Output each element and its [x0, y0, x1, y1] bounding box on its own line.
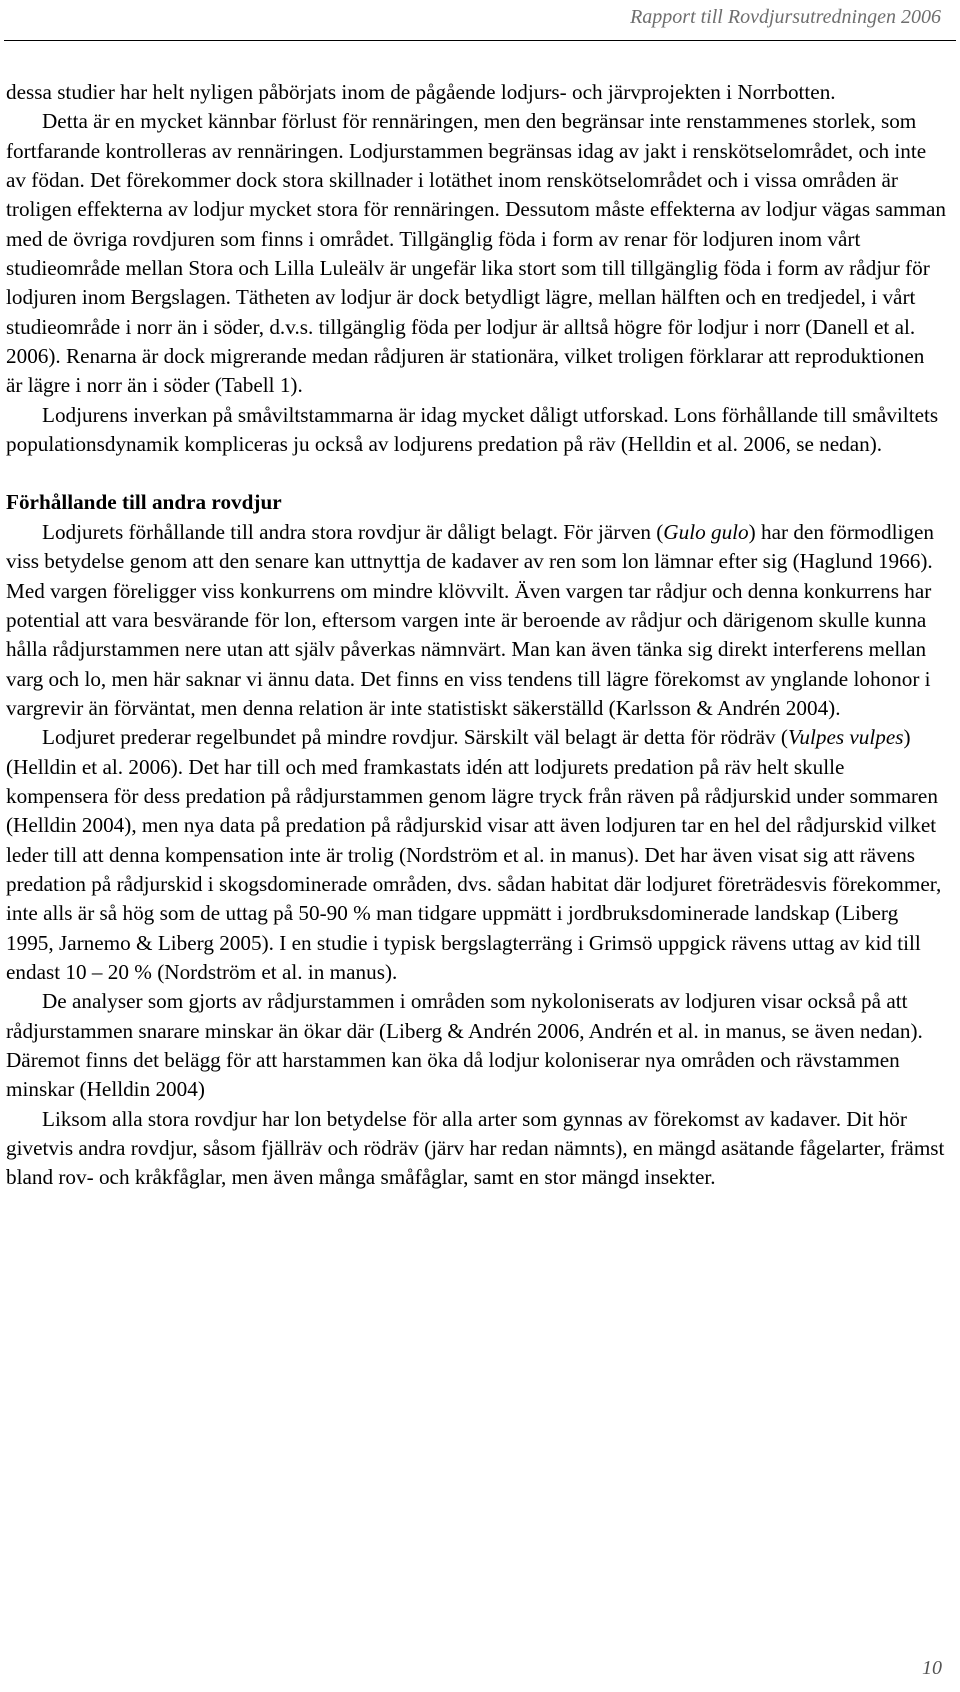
- text-segment: Lodjurets förhållande till andra stora rovdjur är dåligt belagt. För järven (: [42, 519, 664, 544]
- paragraph-continuation: dessa studier har helt nyligen påbörjats inom de pågående lodjurs- och järvprojekten i Norrbotten.: [6, 80, 836, 104]
- text-segment: ) har den förmodligen viss betydelse genom att den senare kan uttnyttja de kadaver av ren som lon lämnar efter sig (Haglund 1966). Med vargen föreligger viss konkurrens om mindre klövvilt. Även vargen tar rådjur och denna konkurrens har potential att vara besvärande för lon, eftersom vargen inte är beroende av rådjur och därigenom skulle kunna hålla rådjurstammen nere utan att själv påverkas nämnvärt. Man kan även tänka sig direkt interferens mellan varg och lo, men här saknar vi ännu data. Det finns en viss tendens till lägre förekomst av ynglande lohonor i vargrevir än förväntat, men denna relation är inte statistiskt säkerställd (Karlsson & Andrén 2004).: [6, 519, 934, 720]
- paragraph-wolverine: [6, 518, 946, 723]
- text-segment: ) (Helldin et al. 2006). Det har till och med framkastats idén att lodjurets predation på räv helt skulle kompensera för dess predation på rådjurstammen genom lägre tryck från räven på rådjurskid under sommaren (Helldin 2004), men nya data på predation på rådjurskid visar att även lodjuren tar en hel del rådjurskid vilket leder till att denna kompensation inte är trolig (Nordström et al. in manus). Det har även visat sig att rävens predation på rådjurskid i skogsdominerade områden, dvs. sådan habitat där lodjuret företrädesvis förekommer, inte alls är så hög som de uttag på 50-90 % man tidgare uppmätt i jordbruksdominerade landskap (Liberg 1995, Jarnemo & Liberg 2005). I en studie i typisk bergslagterräng i Grimsö uppgick rävens uttag av kid till endast 10 – 20 % (Nordström et al. in manus).: [6, 725, 942, 984]
- text-segment: Lodjuret prederar regelbundet på mindre rovdjur. Särskilt väl belagt är detta för rödräv (: [42, 725, 788, 750]
- header-divider: [4, 40, 956, 41]
- paragraph-red-fox: [6, 723, 946, 987]
- section-heading: Förhållande till andra rovdjur: [6, 490, 282, 515]
- species-name: Vulpes vulpes: [788, 725, 904, 750]
- paragraph-carcasses: Liksom alla stora rovdjur har lon betydelse för alla arter som gynnas av förekomst av kadaver. Dit hör givetvis andra rovdjur, såsom fjällräv och rödräv (järv har redan nämnts), en mängd asätande fågelarter, främst bland rov- och kråkfåglar, men även många småfåglar, samt en stor mängd insekter.: [6, 1106, 945, 1190]
- running-header: Rapport till Rovdjursutredningen 2006: [630, 6, 941, 28]
- document-body: [6, 78, 946, 1193]
- paragraph-reindeer: Detta är en mycket kännbar förlust för rennäringen, men den begränsar inte renstammenes storlek, som fortfarande kontrolleras av rennäringen. Lodjurstammen begränsas idag av jakt i renskötselområdet, och inte av födan. Det förekommer dock stora skillnader i lotäthet inom renskötselområdet och i vissa områden är troligen effekterna av lodjur mycket stora för rennäringen. Dessutom måste effekterna av lodjur vägas samman med de övriga rovdjuren som finns i området. Tillgänglig föda i form av renar för lodjuren inom vårt studieområde mellan Stora och Lilla Luleälv är ungefär lika stort som till tillgänglig föda i form av rådjur för lodjuren inom Bergslagen. Tätheten av lodjur är dock betydligt lägre, mellan hälften och en tredjedel, i vårt studieområde i norr än i söder, d.v.s. tillgänglig föda per lodjur är alltså högre för lodjur i norr (Danell et al. 2006). Renarna är dock migrerande medan rådjuren är stationära, vilket troligen förklarar att reproduktionen är lägre i norr än i söder (Tabell 1).: [6, 109, 946, 398]
- paragraph-roe-deer-analyses: De analyser som gjorts av rådjurstammen i områden som nykoloniserats av lodjuren visar också på att rådjurstammen snarare minskar än ökar där (Liberg & Andrén 2006, Andrén et al. in manus, se även nedan). Däremot finns det belägg för att harstammen kan öka då lodjur koloniserar nya områden och rävstammen minskar (Helldin 2004): [6, 989, 923, 1102]
- page-number: 10: [922, 1657, 942, 1679]
- paragraph-small-game: Lodjurens inverkan på småviltstammarna är idag mycket dåligt utforskad. Lons förhållande till småviltets populationsdynamik kompliceras ju också av lodjurens predation på räv (Helldin et al. 2006, se nedan).: [6, 402, 939, 457]
- species-name: Gulo gulo: [663, 519, 749, 544]
